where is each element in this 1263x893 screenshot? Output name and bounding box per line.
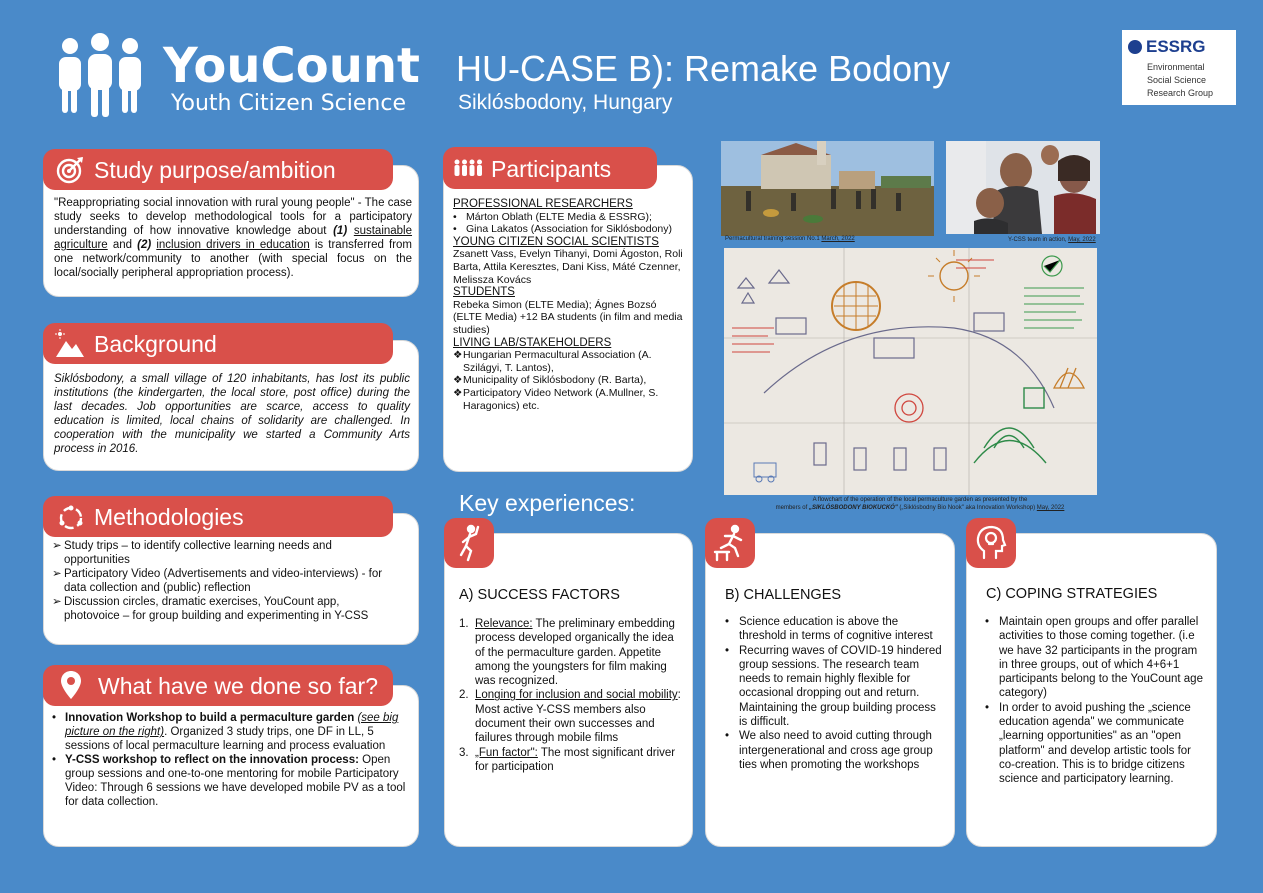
partner-logo-line1: Environmental [1147,62,1205,72]
participants-heading: YOUNG CITIZEN SOCIAL SCIENTISTS [453,235,659,248]
partner-logo-line2: Social Science [1147,75,1207,85]
done-so-far-header [43,665,393,706]
caption2-date: May, 2022 [1068,237,1096,243]
participants-title: Participants [491,156,612,182]
participants-header [443,147,657,189]
caption1-text: Permacultural training session No.1 [725,236,820,242]
success-item [459,688,683,745]
methodology-item: ➢ Participatory Video (Advertisements and video-interviews) - for data collection and (public) reflection [52,568,383,594]
coping-icon-box [966,518,1016,568]
partner-logo-line3: Research Group [1147,88,1214,98]
participant-item: ❖ Participatory Video Network (A.Mullner, S. Haragonics) etc. [453,386,659,412]
study-purpose-title: Study purpose/ambition [94,157,336,183]
permaculture-flowchart-photo [724,248,1097,495]
done-item: • Y-CSS workshop to reflect on the innovation process: Open group sessions and one-to-one mentoring for mobile Participatory Video: Through 6 sessions we have developed mobile PV as a tool for data collection. [52,754,406,808]
success-item-num: 2. [459,689,469,702]
success-item-lead: Longing for inclusion and social mobility [475,689,678,702]
success-item-num: 1. [459,618,469,630]
background-text: Siklósbodony, a small village of 120 inhabitants, has lost its public institutions (the kindergarten, the local store, post office) during the last decades. Job opportunities are scarce, access to quality education is limited, local chains of solidarity are challenged. In cooperation with the municipality we started a Community Arts process in 2016. [54,373,410,455]
success-item [459,746,683,775]
challenge-item-text: We also need to avoid cutting through intergenerational and cross age group ties when promoting the workshops [739,730,933,771]
background-title: Background [94,331,217,357]
challenge-item-text: Recurring waves of COVID-19 hindered group sessions. The research team needs to remain highly flexible for occasional dropping out and return. Maintaining the group building process is difficult. [739,644,942,729]
methodologies-title: Methodologies [94,504,244,530]
success-item-text: The most significant driver for participation [475,746,676,773]
partner-logo [1122,30,1236,105]
youcount-logo-icon [56,33,146,119]
participant-item-text: Gina Lakatos (Association for Siklósbodony) [466,223,673,236]
done-item1-bold: Innovation Workshop to build a permaculture garden [65,712,355,724]
caption3-date: May, 2022 [1036,505,1065,511]
participant-item-text: Participatory Video Network (A.Mullner, S. Haragonics) etc. [463,386,659,412]
done-item2-rest: Open group sessions and one-to-one mentoring for mobile Participatory Video: Through 6 sessions we have developed mobile PV as a tool for data collection. [65,754,406,808]
success-factors-title: A) SUCCESS FACTORS [459,587,620,603]
success-factors-list [459,617,683,774]
caption3-line2a: members of [775,505,809,511]
done-so-far-list [52,711,408,809]
methodology-item-text: Discussion circles, dramatic exercises, YouCount app, photovoice – for group building and experimenting in Y-CSS [64,596,369,622]
participants-heading: LIVING LAB/STAKEHOLDERS [453,336,612,349]
challenges-title: B) CHALLENGES [725,587,842,603]
success-item-num: 3. [459,746,469,759]
participants-text: Zsanett Vass, Evelyn Tihanyi, Domi Ágoston, Roli Barta, Attila Keresztes, Dani Kiss, Máté Czenner, Melissza Kovács [453,248,683,286]
target-icon [55,155,85,190]
done-item1-rest: . Organized 3 study trips, one DF in LL, 5 sessions of local permaculture learning and process evaluation [65,726,386,752]
mountain-icon [54,329,86,364]
cycle-icon [57,504,85,537]
coping-item-text: In order to avoid pushing the „science education agenda" we communicate „learning opportunities" as an "open platform" and develop artistic tools for co-creation. This is to bridge citizens science and participatory learning. [999,701,1192,786]
hurdle-runner-icon [705,518,755,568]
jump-figure-icon [444,518,494,568]
participant-item-text: Márton Oblath (ELTE Media & ESSRG); [466,210,652,223]
study-purpose-t1: sustainable agriculture [54,225,413,251]
background-header [43,323,393,364]
study-purpose-and: and [107,239,138,251]
caption3-line2 [760,504,1080,512]
participants-heading: PROFESSIONAL RESEARCHERS [453,198,633,210]
caption3-line2c: („Siklósbodny Bio Nook" aka Innovation Workshop) [897,505,1036,511]
methodologies-list [52,539,397,623]
coping-item: • In order to avoid pushing the „science education agenda" we communicate „learning opportunities" as an "open platform" and develop artistic tools for co-creation. This is to bridge citizens science and participatory learning. [985,701,1192,786]
partner-logo-desc [1147,61,1213,100]
success-item [459,617,683,688]
participant-item-text: Hungarian Permacultural Association (A. Szilágyi, T. Lantos), [463,349,652,374]
done-item1-link: (see big picture on the right) [65,712,399,738]
success-item-text: The preliminary embedding process developed organically the idea of the permaculture garden. Appetite among the youngsters for film making was recognized. [475,618,675,688]
study-purpose-t2: inclusion drivers in education [156,239,310,251]
challenges-list [725,615,947,772]
page-subtitle: Siklósbodony, Hungary [458,91,673,114]
study-purpose-text [54,196,412,280]
methodology-item: ➢ Study trips – to identify collective learning needs and opportunities [52,540,332,566]
location-pin-icon [61,671,81,704]
photo-caption-2 [1008,237,1108,243]
study-purpose-header [43,149,393,190]
caption3-line1: A flowchart of the operation of the local permaculture garden as presented by the [812,497,1028,503]
success-item-lead: „Fun factor": [475,746,538,759]
participants-heading: STUDENTS [453,286,515,299]
challenges-icon-box [705,518,755,568]
participants-content [453,198,685,412]
head-lightbulb-icon [966,518,1016,568]
participant-item: ❖ Hungarian Permacultural Association (A. Szilágyi, T. Lantos), [453,349,652,374]
photo-caption-1 [725,236,925,242]
participant-item: • Gina Lakatos (Association for Siklósbodony) [453,223,673,236]
challenge-item: • We also need to avoid cutting through intergenerational and cross age group ties when promoting the workshops [725,730,933,771]
study-purpose-m2: (2) [137,239,152,251]
ycss-team-photo [946,141,1100,234]
permaculture-training-photo [721,141,934,236]
done-item2-bold: Y-CSS workshop to reflect on the innovation process: [65,754,359,766]
study-purpose-p2: is transferred from one network/community to another (with special focus on the local/socially peripheral appropriation process). [54,239,413,279]
success-item-lead: Relevance: [475,618,533,630]
methodology-item-text: Participatory Video (Advertisements and video-interviews) - for data collection and (public) reflection [64,568,383,594]
challenge-item: • Science education is above the threshold in terms of cognitive interest [725,616,933,643]
done-so-far-title: What have we done so far? [98,673,378,699]
challenge-item-text: Science education is above the threshold in terms of cognitive interest [739,616,933,643]
caption2-text: Y-CSS team in action, [1008,237,1067,243]
methodologies-header [43,496,393,537]
caption1-date: March, 2022 [821,236,855,242]
participant-item-text: Municipality of Siklósbodony (R. Barta), [463,374,647,387]
participants-text: Rebeka Simon (ELTE Media); Ágnes Bozsó (ELTE Media) +12 BA students (in film and media studies) [453,298,683,336]
logo-title: YouCount [163,38,420,94]
key-experiences-title: Key experiences: [459,490,636,516]
caption3-line2b: „SIKLÓSBODONY BIOKUCKÓ" [808,505,898,511]
coping-item-text: Maintain open groups and offer parallel activities to those coming together. (i.e we have 32 participants in the program in three groups, out of which 4+6+1 participants belong to the YouCount age category) [999,616,1203,700]
participant-item: ❖ Municipality of Siklósbodony (R. Barta), [453,374,647,387]
challenge-item: • Recurring waves of COVID-19 hindered group sessions. The research team needs to remain highly flexible for occasional dropping out and return. Maintaining the group building process is difficult. [725,644,942,729]
coping-strategies-list [985,615,1203,787]
success-item-text: : Most active Y-CSS members also document their own successes and failures through mobile films [475,689,681,745]
partner-logo-name: ESSRG [1146,37,1206,56]
logo-subtitle: Youth Citizen Science [171,91,406,116]
participant-item: • Márton Oblath (ELTE Media & ESSRG); [453,210,652,223]
coping-item: • Maintain open groups and offer parallel activities to those coming together. (i.e we have 32 participants in the program in three groups, out of which 4+6+1 participants belong to the YouCount age category) [985,616,1203,700]
success-icon-box [444,518,494,568]
study-purpose-m1: (1) [333,225,348,237]
page-title: HU-CASE B): Remake Bodony [456,48,951,89]
coping-strategies-title: C) COPING STRATEGIES [986,586,1158,602]
people-icon [453,159,483,182]
photo-caption-3 [760,496,1080,512]
methodology-item: ➢ Discussion circles, dramatic exercises, YouCount app, photovoice – for group building and experimenting in Y-CSS [52,596,369,622]
done-item: • Innovation Workshop to build a permaculture garden (see big picture on the right). Organized 3 study trips, one DF in LL, 5 sessions of local permaculture learning and process evaluation [52,712,399,752]
essrg-dot-icon [1128,40,1142,54]
study-purpose-p1: "Reappropriating social innovation with rural young people" - The case study seeks to develop methodological tools for a participatory understanding of how innovative knowledge about [54,197,412,237]
methodology-item-text: Study trips – to identify collective learning needs and opportunities [64,540,332,566]
